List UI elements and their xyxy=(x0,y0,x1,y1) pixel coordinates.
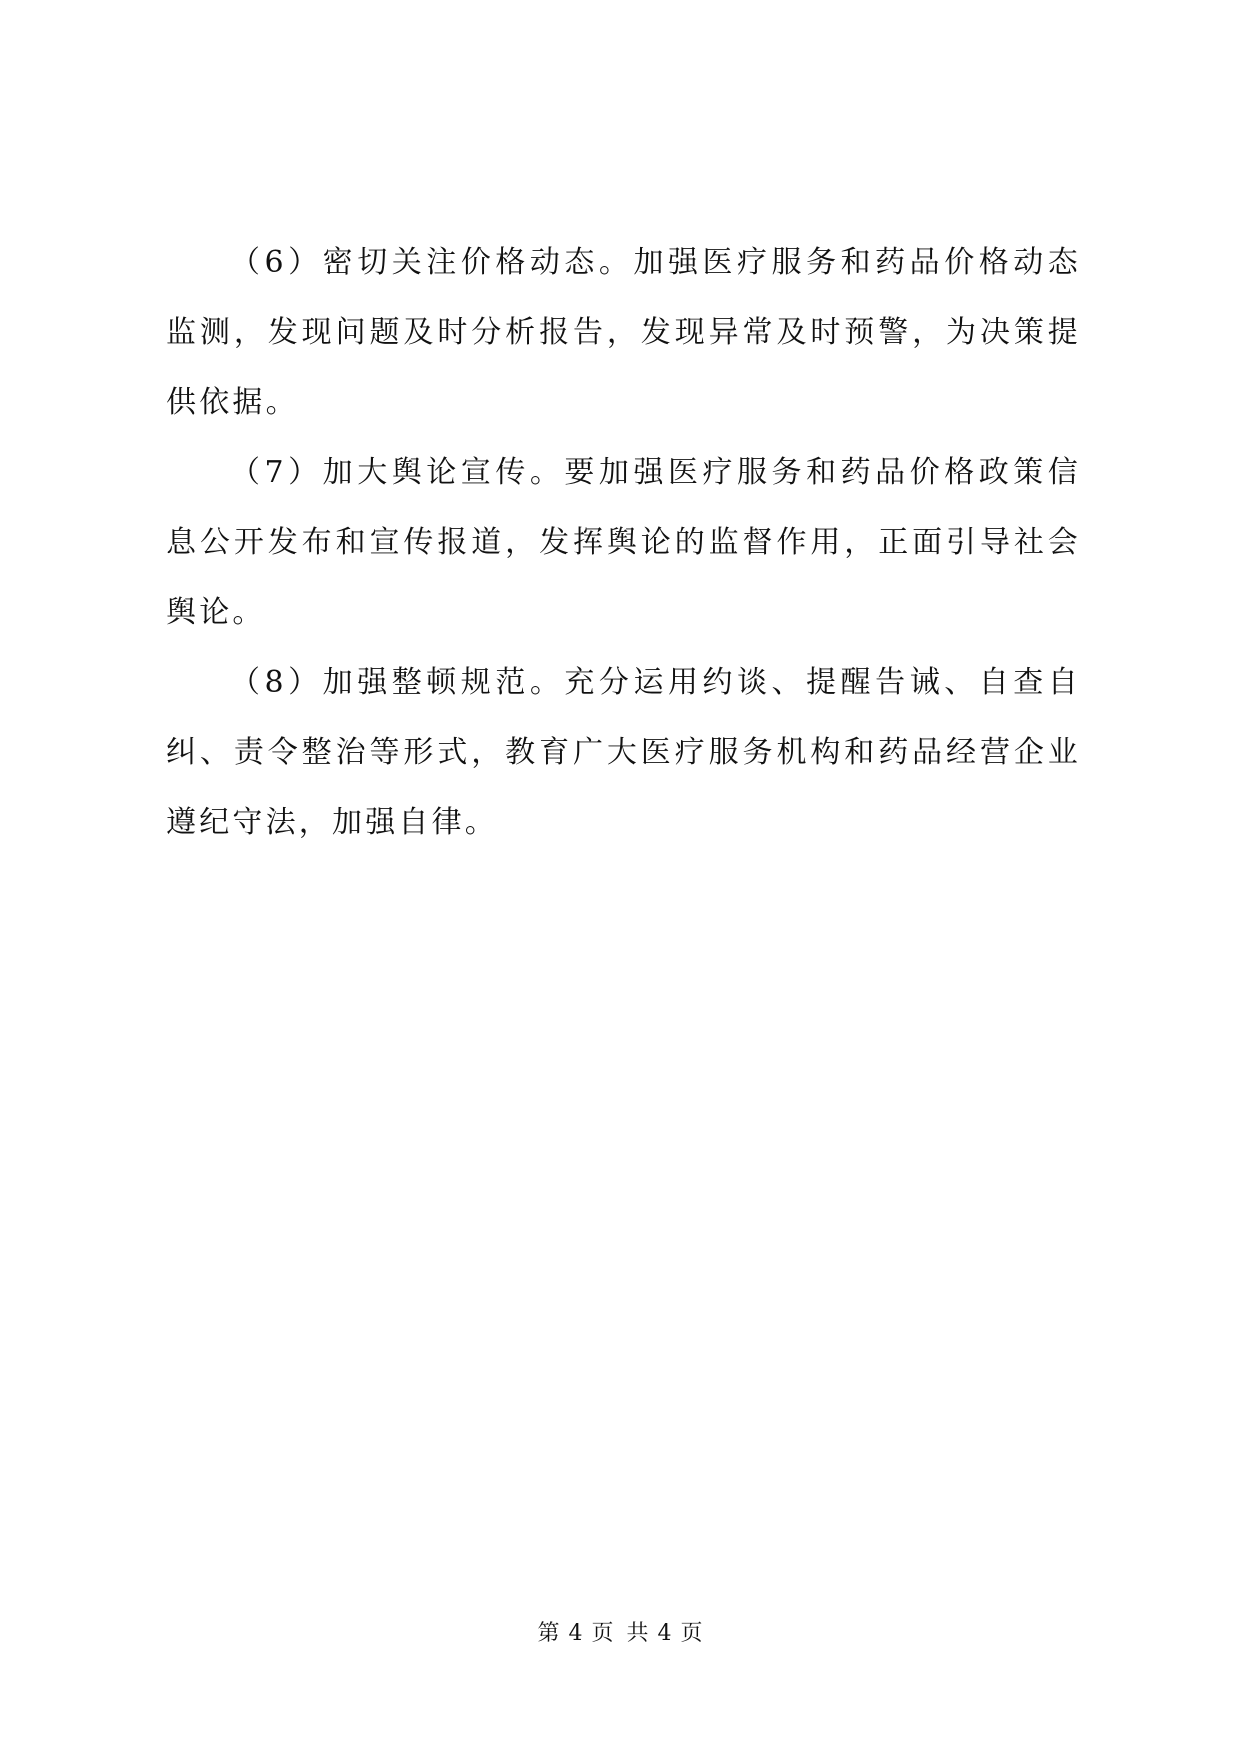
document-body xyxy=(166,228,1081,858)
page-total: 共 4 页 xyxy=(626,1621,704,1646)
paragraph-item-8: （8）加强整顿规范。充分运用约谈、提醒告诫、自查自纠、责令整治等形式，教育广大医疗服务机构和药品经营企业遵纪守法，加强自律。 xyxy=(166,665,1081,840)
page-number: 第 4 页 xyxy=(537,1621,615,1646)
paragraph-item-7: （7）加大舆论宣传。要加强医疗服务和药品价格政策信息公开发布和宣传报道，发挥舆论的监督作用，正面引导社会舆论。 xyxy=(166,455,1081,630)
page-footer xyxy=(0,1616,1241,1647)
paragraph-item-6: （6）密切关注价格动态。加强医疗服务和药品价格动态监测，发现问题及时分析报告，发现异常及时预警，为决策提供依据。 xyxy=(166,245,1081,420)
